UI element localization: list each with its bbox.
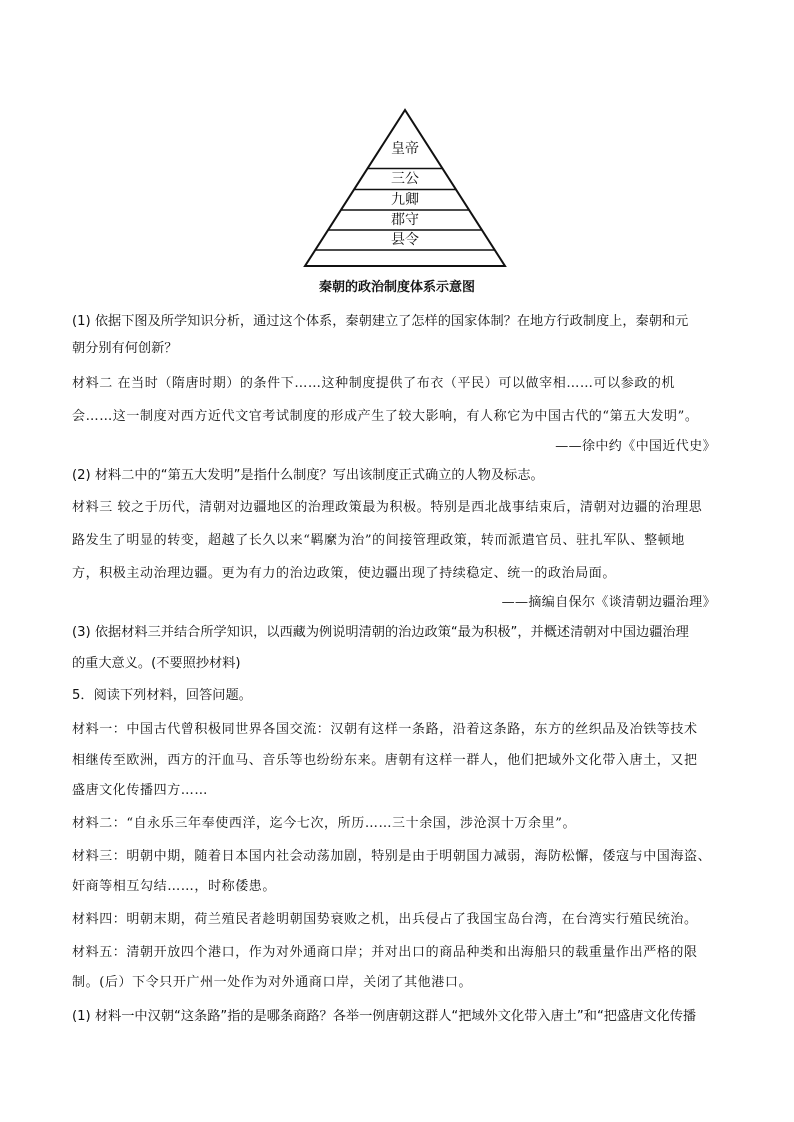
tier-three-dukes: 三公: [391, 171, 419, 187]
q5-question-1-line-1: (1) 材料一中汉朝“这条路”指的是哪条商路？各举一例唐朝这群人“把域外文化带入唐土”和“把盛唐文化传播: [72, 1009, 697, 1024]
question-3-line-1: (3) 依据材料三并结合所学知识，以西藏为例说明清朝的治边政策“最为积极”，并概述清朝对中国边疆治理: [72, 625, 689, 640]
q5-material-5-line-1: 材料五：清朝开放四个港口，作为对外通商口岸；并对出口的商品种类和出海船只的载重量作出严格的限: [72, 945, 698, 960]
q5-material-4: 材料四：明朝末期，荷兰殖民者趁明朝国势衰败之机，出兵侵占了我国宝岛台湾，在台湾实行殖民统治。: [72, 912, 698, 927]
question-3-line-2: 的重大意义。(不要照抄材料): [72, 656, 241, 671]
q5-material-5-line-2: 制。(后）下令只开广州一处作为对外通商口岸，关闭了其他港口。: [72, 975, 473, 990]
tier-emperor: 皇帝: [391, 141, 419, 157]
tier-county-magistrate: 县令: [391, 232, 419, 248]
q5-material-2: 材料二：“自永乐三年奉使西洋，迄今七次，所历……三十余国，涉沧溟十万余里”。: [72, 816, 577, 831]
material-3-line-3: 方，积极主动治理边疆。更为有力的治边政策，使边疆出现了持续稳定、统一的政治局面。: [72, 566, 617, 581]
q5-material-1-line-2: 相继传至欧洲，西方的汗血马、音乐等也纷纷东来。唐朝有这样一群人，他们把域外文化带入唐土，又把: [72, 753, 698, 768]
material-2-line-1: 材料二 在当时（隋唐时期）的条件下……这种制度提供了布衣（平民）可以做宰相……可以参政的机: [72, 376, 676, 391]
material-3-line-1: 材料三 较之于历代，清朝对边疆地区的治理政策最为积极。特别是西北战事结束后，清朝对边疆的治理思: [72, 500, 703, 515]
q5-material-3-line-1: 材料三：明朝中期，随着日本国内社会动荡加剧，特别是由于明朝国力减弱，海防松懈，倭寇与中国海盗、: [72, 849, 712, 864]
diagram-caption: 秦朝的政治制度体系示意图: [318, 280, 475, 295]
q5-material-1-line-3: 盛唐文化传播四方……: [72, 783, 209, 798]
tier-nine-ministers: 九卿: [391, 192, 419, 208]
pyramid-diagram: [300, 108, 510, 273]
question-1-line-1: (1) 依据下图及所学知识分析，通过这个体系，秦朝建立了怎样的国家体制？在地方行政制度上，秦朝和元: [72, 314, 689, 329]
material-2-line-2: 会……这一制度对西方近代文官考试制度的形成产生了较大影响，有人称它为中国古代的“第五大发明”。: [72, 409, 699, 424]
material-3-line-2: 路发生了明显的转变，超越了长久以来“羁縻为治”的间接管理政策，转而派遣官员、驻扎军队、整顿地: [72, 533, 685, 548]
q5-material-1-line-1: 材料一：中国古代曾积极同世界各国交流：汉朝有这样一条路，沿着这条路，东方的丝织品及冶铁等技术: [72, 722, 698, 737]
material-3-source: ——摘编自保尔《谈清朝边疆治理》: [501, 595, 716, 610]
tier-prefect: 郡守: [391, 212, 419, 228]
material-2-source: ——徐中约《中国近代史》: [555, 439, 716, 454]
question-1-line-2: 朝分别有何创新？: [72, 341, 178, 356]
q5-material-3-line-2: 奸商等相互勾结……，时称倭患。: [72, 879, 277, 894]
question-2: (2) 材料二中的“第五大发明”是指什么制度？写出该制度正式确立的人物及标志。: [72, 468, 544, 483]
question-5-heading: 5．阅读下列材料，回答问题。: [72, 688, 252, 703]
